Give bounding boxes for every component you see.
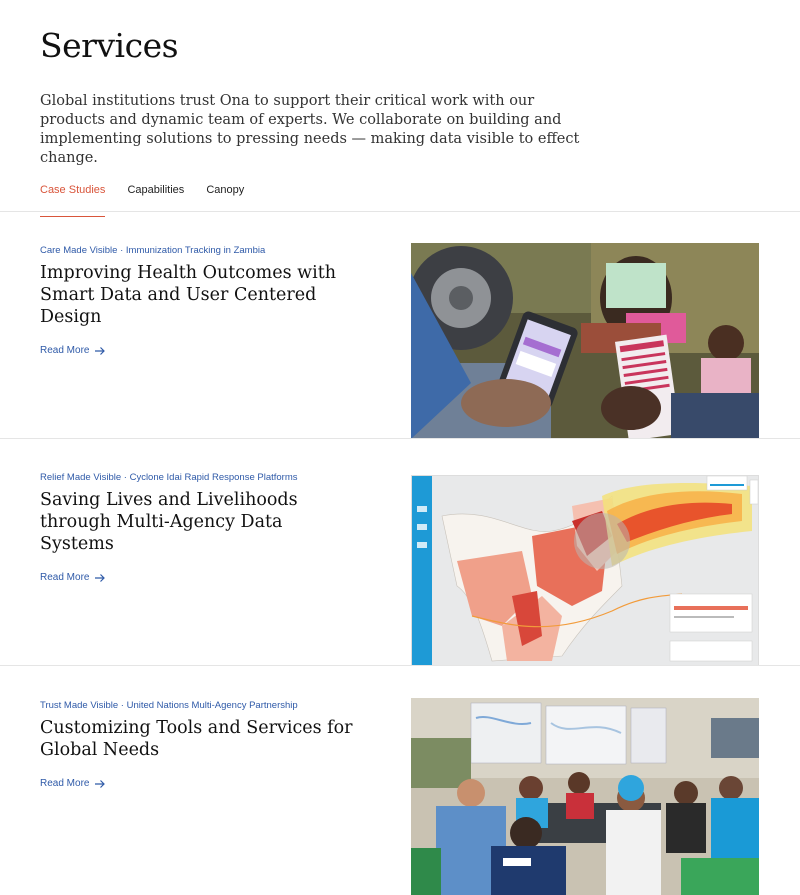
read-more-label: Read More (40, 778, 90, 789)
case-title[interactable]: Improving Health Outcomes with Smart Data and User Centered Design (40, 263, 337, 327)
case-title[interactable]: Customizing Tools and Services for Global Needs (40, 718, 353, 760)
arrow-right-icon (94, 573, 106, 583)
case-eyebrow: Relief Made Visible · Cyclone Idai Rapid Response Platforms (40, 472, 298, 483)
case-study-card (0, 212, 800, 438)
tab-capabilities[interactable]: Capabilities (127, 184, 185, 196)
case-study-card (0, 666, 800, 895)
tab-canopy[interactable]: Canopy (206, 184, 245, 196)
case-eyebrow: Care Made Visible · Immunization Tracking in Zambia (40, 245, 266, 256)
read-more-link[interactable] (40, 778, 106, 789)
read-more-link[interactable] (40, 572, 106, 583)
read-more-label: Read More (40, 572, 90, 583)
tab-case-studies[interactable]: Case Studies (40, 178, 105, 217)
case-title[interactable]: Saving Lives and Livelihoods through Multi-Agency Data Systems (40, 490, 298, 554)
cyclone-map-screenshot[interactable] (411, 475, 759, 666)
case-eyebrow: Trust Made Visible · United Nations Multi-Agency Partnership (40, 700, 298, 711)
arrow-right-icon (94, 779, 106, 789)
page-intro: Global institutions trust Ona to support their critical work with our products and dynamic team of experts. We collaborate on building and implementing solutions to pressing needs — making data visible to effect change. (40, 93, 580, 166)
case-study-card (0, 439, 800, 665)
read-more-label: Read More (40, 345, 90, 356)
page-title: Services (40, 26, 179, 65)
meeting-photo[interactable] (411, 698, 759, 895)
arrow-right-icon (94, 346, 106, 356)
read-more-link[interactable] (40, 345, 106, 356)
health-worker-photo[interactable] (411, 243, 759, 439)
